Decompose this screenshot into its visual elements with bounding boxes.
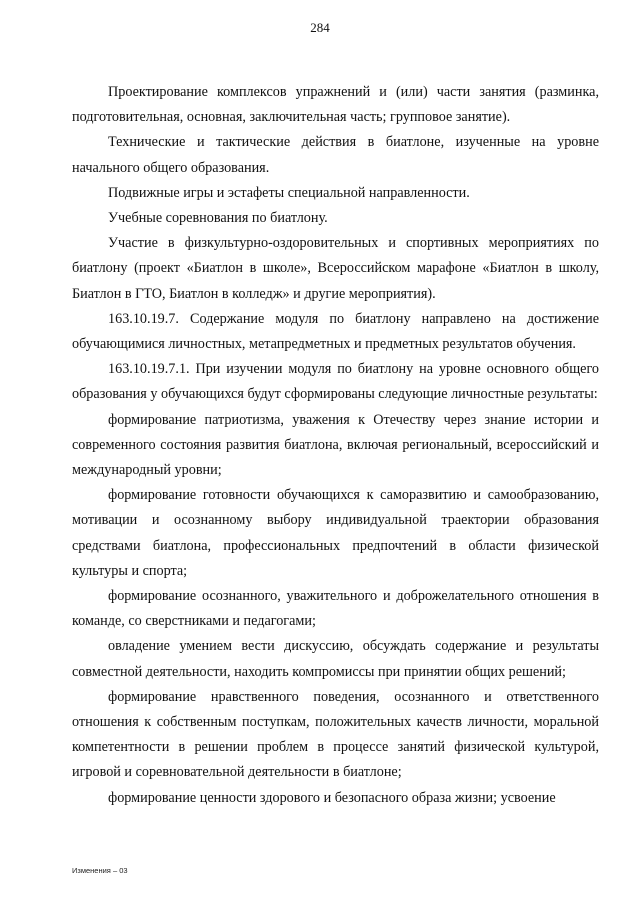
- footer-revision-note: Изменения – 03: [72, 866, 128, 875]
- paragraph-11: овладение умением вести дискуссию, обсуждать содержание и результаты совместной деятельности, находить компромиссы при принятии общих решений;: [72, 638, 599, 680]
- paragraph-1: Проектирование комплексов упражнений и (или) части занятия (разминка, подготовительная, основная, заключительная часть; групповое занятие).: [72, 84, 599, 126]
- paragraph-9: формирование готовности обучающихся к саморазвитию и самообразованию, мотивации и осознанному выбору индивидуальной траектории образования средствами биатлона, профессиональных предпочтений в области физической культуры и спорта;: [72, 487, 599, 579]
- paragraph-8: формирование патриотизма, уважения к Отечеству через знание истории и современного состояния развития биатлона, включая региональный, всероссийский и международный уровни;: [72, 411, 599, 479]
- document-body: [72, 80, 599, 811]
- paragraph-10: формирование осознанного, уважительного и доброжелательного отношения в команде, со сверстниками и педагогами;: [72, 588, 599, 630]
- paragraph-2: Технические и тактические действия в биатлоне, изученные на уровне начального общего образования.: [72, 134, 599, 176]
- paragraph-6: 163.10.19.7. Содержание модуля по биатлону направлено на достижение обучающимися личностных, метапредметных и предметных результатов обучения.: [72, 310, 599, 353]
- page-number: 284: [310, 20, 330, 35]
- paragraph-13: формирование ценности здорового и безопасного образа жизни; усвоение: [108, 789, 556, 806]
- paragraph-7: 163.10.19.7.1. При изучении модуля по биатлону на уровне основного общего образования у обучающихся будут сформированы следующие личностные результаты:: [72, 361, 599, 403]
- paragraph-4: Учебные соревнования по биатлону.: [108, 210, 328, 227]
- paragraph-12: формирование нравственного поведения, осознанного и ответственного отношения к собственным поступкам, положительных качеств личности, моральной компетентности в решении проблем в процессе занятий физической культурой, игровой и соревновательной деятельности в биатлоне;: [72, 688, 599, 781]
- paragraph-3: Подвижные игры и эстафеты специальной направленности.: [108, 184, 470, 201]
- paragraph-5: Участие в физкультурно-оздоровительных и спортивных мероприятиях по биатлону (проект «Биатлон в школе», Всероссийском марафоне «Биатлон в школу, Биатлон в ГТО, Биатлон в колледж» и другие мероприятия).: [72, 235, 599, 302]
